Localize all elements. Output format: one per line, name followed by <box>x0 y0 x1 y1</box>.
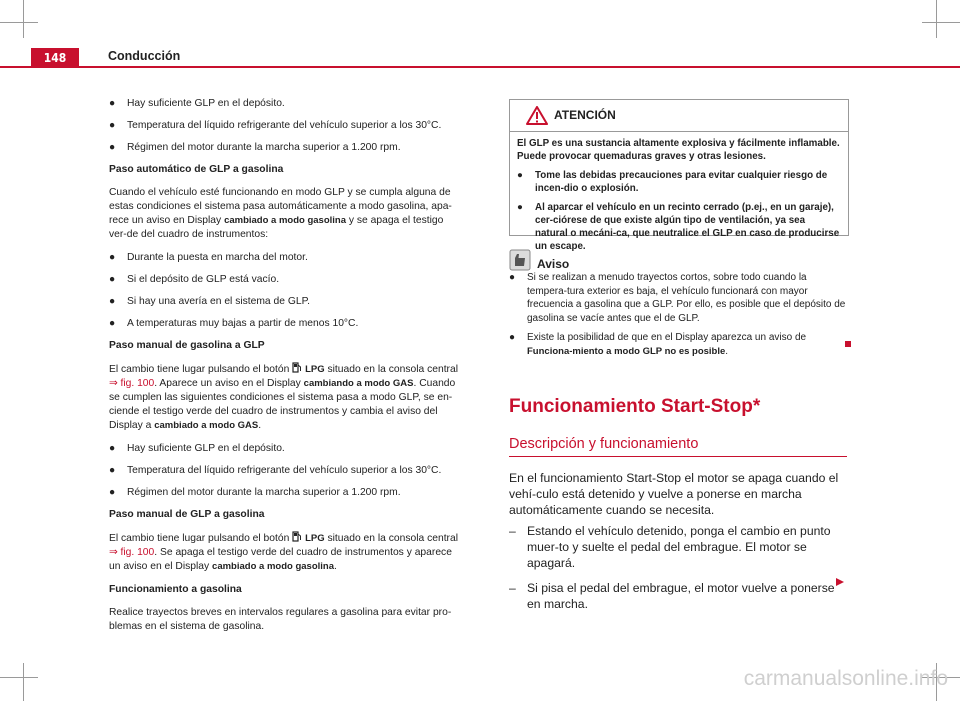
bullet-list <box>109 442 461 500</box>
warning-box <box>509 99 849 252</box>
bullet-list <box>109 251 461 331</box>
display-message: Funciona-miento a modo GLP no es posible <box>527 345 726 357</box>
subheading-rule <box>509 456 847 457</box>
figure-link[interactable]: ⇒ fig. 100 <box>109 378 155 389</box>
list-item: ● Régimen del motor durante la marcha superior a 1.200 rpm. <box>109 487 401 498</box>
warning-intro: El GLP es una sustancia altamente explosiva y fácilmente inflamable. Puede provocar quemaduras graves y otras lesiones. <box>517 138 840 162</box>
header-rule <box>0 66 960 68</box>
page-number: 148 <box>31 48 79 68</box>
left-column <box>109 97 461 643</box>
display-message: cambiando a modo GAS <box>303 378 414 389</box>
section-title: Paso automático de GLP a gasolina <box>109 164 284 175</box>
continue-arrow-icon <box>835 577 845 587</box>
paragraph: Cuando el vehículo esté funcionando en modo GLP y se cumpla alguna de estas condiciones el sistema pasa automáticamente a modo gasolina, apa-rece un aviso en Display cambiado a modo gasolina y se apaga el testigo ver-de del cuadro de instrumentos: <box>109 187 452 240</box>
list-item: ● Si hay una avería en el sistema de GLP. <box>109 296 310 307</box>
chapter-title: Conducción <box>108 49 181 63</box>
list-item: ● Temperatura del líquido refrigerante del vehículo superior a los 30°C. <box>109 120 442 131</box>
list-item: ● Durante la puesta en marcha del motor. <box>109 252 308 263</box>
section-heading: Funcionamiento Start-Stop* <box>509 396 761 417</box>
section-title: Funcionamiento a gasolina <box>109 584 242 595</box>
paragraph: Realice trayectos breves en intervalos regulares a gasolina para evitar pro-blemas en el sistema de gasolina. <box>109 607 452 632</box>
list-item: – Si pisa el pedal del embrague, el motor vuelve a ponerse en marcha. <box>509 581 835 611</box>
warning-header <box>510 100 848 132</box>
list-item: ● Régimen del motor durante la marcha superior a 1.200 rpm. <box>109 142 401 153</box>
paragraph: El cambio tiene lugar pulsando el botón LPG situado en la consola central ⇒ fig. 100. Aparece un aviso en el Display cambiando a modo GAS. Cuando se cumplen las siguientes condiciones el sistema pasa a modo GLP, se en-ciende el testigo verde del cuadro de instrumentos y cambia el aviso del Display a cambiado a modo GAS. <box>109 364 458 431</box>
figure-link[interactable]: ⇒ fig. 100 <box>109 547 155 558</box>
step-list <box>509 523 849 612</box>
note-icon <box>509 249 531 271</box>
list-item: ● Si el depósito de GLP está vacío. <box>109 274 280 285</box>
warning-triangle-icon <box>526 106 548 125</box>
list-item: ● Al aparcar el vehículo en un recinto cerrado (p.ej., en un garaje), cer-ciórese de que existe algún tipo de ventilación, ya sea natural o mecáni-ca, que neutralice el GLP en caso de producirse un escape. <box>517 202 840 252</box>
display-message: cambiado a modo GAS <box>154 420 259 431</box>
crop-mark <box>0 22 38 23</box>
lpg-button-label: LPG <box>305 533 325 544</box>
list-item: ● Hay suficiente GLP en el depósito. <box>109 98 285 109</box>
crop-mark <box>0 677 38 678</box>
section-title: Paso manual de GLP a gasolina <box>109 509 265 520</box>
section-title: Paso manual de gasolina a GLP <box>109 340 265 351</box>
section-subheading: Descripción y funcionamiento <box>509 436 699 452</box>
crop-mark <box>23 0 24 38</box>
fuel-pump-icon <box>292 362 302 373</box>
end-marker <box>845 341 851 347</box>
display-message: cambiado a modo gasolina <box>224 215 347 226</box>
watermark: carmanualsonline.info <box>743 667 948 690</box>
list-item: ● Temperatura del líquido refrigerante del vehículo superior a los 30°C. <box>109 465 442 476</box>
crop-mark <box>922 22 960 23</box>
note-body <box>509 271 849 366</box>
warning-body <box>510 132 848 253</box>
list-item: ● Si se realizan a menudo trayectos cortos, sobre todo cuando la tempera-tura exterior es baja, el vehículo funcionará con mayor frecuencia a gasolina que a GLP. Por ello, es posible que el depósito de gasolina se vacíe antes que el de GLP. <box>509 272 846 324</box>
list-item: ● Existe la posibilidad de que en el Display aparezca un aviso de Funciona-miento a modo GLP no es posible. <box>509 332 807 357</box>
crop-mark <box>23 663 24 701</box>
list-item: ● A temperaturas muy bajas a partir de menos 10°C. <box>109 318 359 329</box>
list-item: ● Tome las debidas precauciones para evitar cualquier riesgo de incen-dio o explosión. <box>517 170 828 194</box>
bullet-list <box>109 97 461 155</box>
lpg-button-label: LPG <box>305 364 325 375</box>
list-item: – Estando el vehículo detenido, ponga el cambio en punto muer-to y suelte el pedal del embrague. El motor se apagará. <box>509 524 831 570</box>
paragraph: El cambio tiene lugar pulsando el botón LPG situado en la consola central ⇒ fig. 100. Se apaga el testigo verde del cuadro de instrumentos y aparece un aviso en el Display cambiado a modo gasolina. <box>109 533 458 572</box>
list-item: ● Hay suficiente GLP en el depósito. <box>109 443 285 454</box>
display-message: cambiado a modo gasolina <box>212 561 334 572</box>
fuel-pump-icon <box>292 531 302 542</box>
warning-title: ATENCIÓN <box>554 108 616 122</box>
section-intro: En el funcionamiento Start-Stop el motor se apaga cuando el vehí-culo está detenido y vuelve a ponerse en marcha automáticamente cuando se necesita. <box>509 471 839 517</box>
note-title: Aviso <box>537 257 570 271</box>
crop-mark <box>936 0 937 38</box>
